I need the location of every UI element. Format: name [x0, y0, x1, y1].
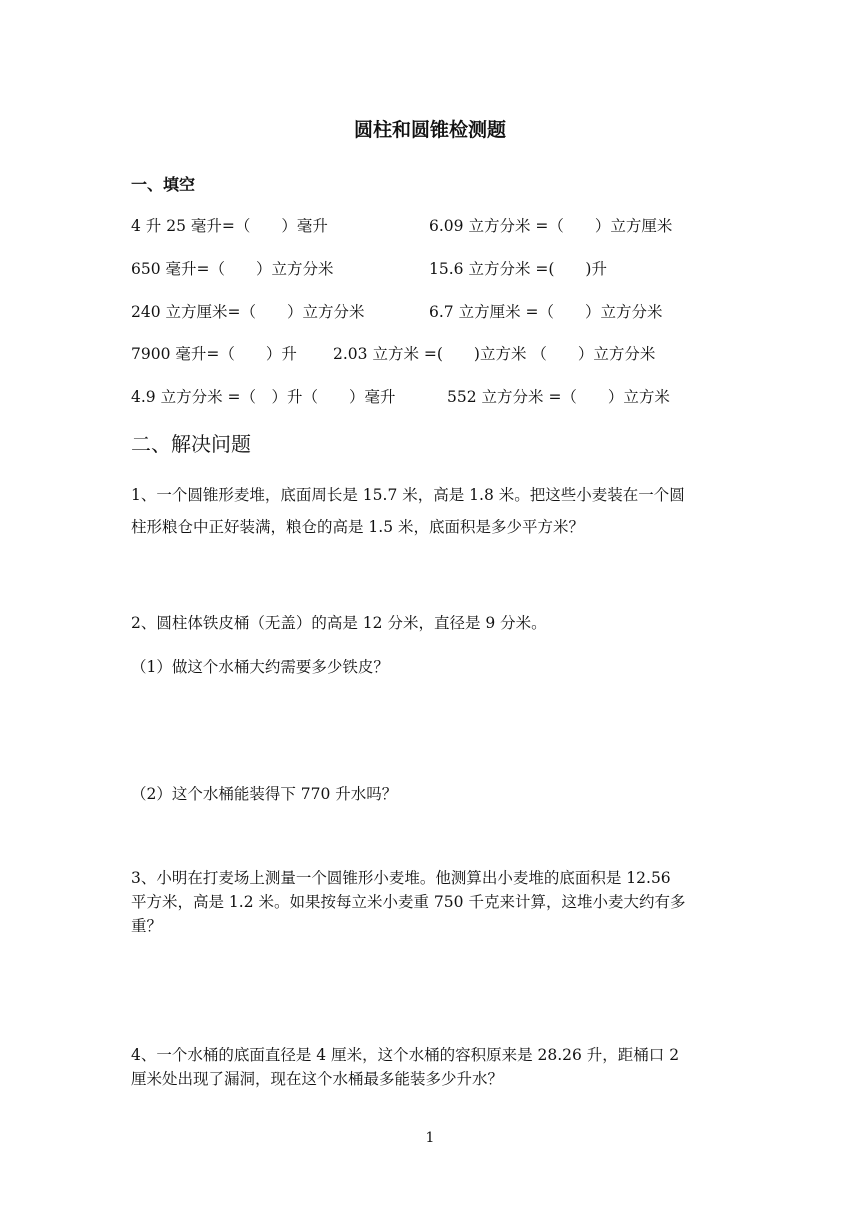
fill-item: 650 毫升=（ ）立方分米 [131, 260, 334, 278]
fill-item: 6.09 立方分米 =（ ）立方厘米 [429, 217, 673, 235]
fill-item: 552 立方分米 =（ ）立方米 [447, 388, 670, 406]
question-3-line: 3、小明在打麦场上测量一个圆锥形小麦堆。他测算出小麦堆的底面积是 12.56 [131, 869, 671, 887]
question-2: 2、圆柱体铁皮桶（无盖）的高是 12 分米，直径是 9 分米。 [131, 614, 547, 632]
question-2-part-2: （2）这个水桶能装得下 770 升水吗？ [131, 785, 398, 803]
question-3-line: 重？ [131, 917, 163, 935]
fill-item: 240 立方厘米=（ ）立方分米 [131, 303, 365, 321]
fill-item: 15.6 立方分米 =( )升 [429, 260, 607, 278]
fill-item: 6.7 立方厘米 =（ ）立方分米 [429, 303, 663, 321]
section-fill-in-heading: 一、填空 [131, 175, 196, 194]
document-title: 圆柱和圆锥检测题 [353, 119, 506, 141]
question-1-line: 1、一个圆锥形麦堆，底面周长是 15.7 米，高是 1.8 米。把这些小麦装在一个圆 [131, 486, 685, 504]
question-4-line: 厘米处出现了漏洞，现在这个水桶最多能装多少升水？ [131, 1070, 504, 1088]
question-4-line: 4、一个水桶的底面直径是 4 厘米，这个水桶的容积原来是 28.26 升，距桶口 2 [131, 1046, 680, 1064]
page-number: 1 [425, 1130, 435, 1146]
question-1-line: 柱形粮仓中正好装满，粮仓的高是 1.5 米，底面积是多少平方米？ [131, 518, 585, 536]
fill-item: 7900 毫升=（ ）升 [131, 345, 297, 363]
fill-item: 2.03 立方米 =( )立方米 （ ）立方分米 [333, 345, 656, 363]
question-3-line: 平方米，高是 1.2 米。如果按每立米小麦重 750 千克来计算，这堆小麦大约有多 [131, 893, 686, 911]
section-problems-heading: 二、解决问题 [131, 432, 251, 456]
fill-item: 4 升 25 毫升=（ ）毫升 [131, 217, 328, 235]
question-2-part-1: （1）做这个水桶大约需要多少铁皮？ [131, 658, 389, 676]
fill-item: 4.9 立方分米 =（ ）升（ ）毫升 [131, 388, 396, 406]
